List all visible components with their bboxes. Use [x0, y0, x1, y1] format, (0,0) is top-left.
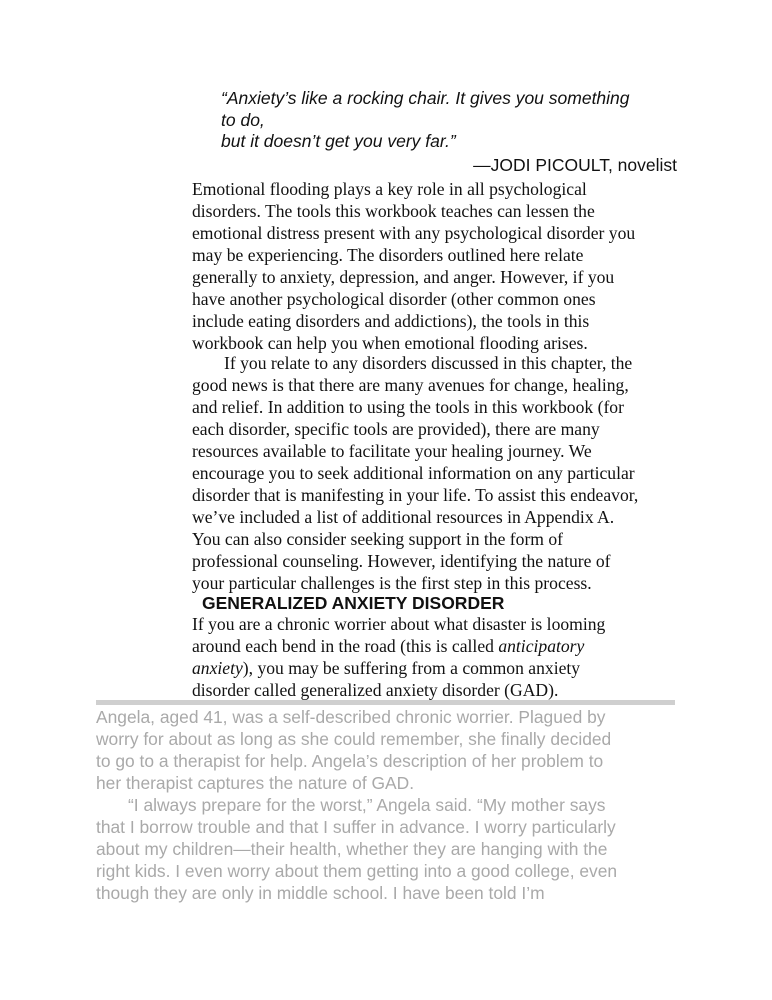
- text-line: resources available to facilitate your healing journey. We: [192, 441, 592, 461]
- text-line: Angela, aged 41, was a self-described chronic worrier. Plagued by: [96, 707, 606, 727]
- italic-term: anticipatory: [498, 636, 585, 656]
- text-line: good news is that there are many avenues for change, healing,: [192, 375, 629, 395]
- text-line: emotional distress present with any psychological disorder you: [192, 223, 636, 243]
- quote-attribution: —JODI PICOULT, novelist: [473, 155, 677, 175]
- text-line: disorder that is manifesting in your life. To assist this endeavor,: [192, 485, 639, 505]
- quote-line: to do,: [221, 109, 265, 130]
- text-line: encourage you to seek additional information on any particular: [192, 463, 635, 483]
- italic-term: anxiety: [192, 658, 243, 678]
- text-line: worry for about as long as she could remember, she finally decided: [96, 729, 612, 749]
- text-line: disorder called generalized anxiety disorder (GAD).: [192, 680, 559, 700]
- epigraph-quote: [221, 88, 691, 153]
- text-line: have another psychological disorder (other common ones: [192, 289, 596, 309]
- intro-paragraph-2: [192, 352, 692, 594]
- text-line: [192, 657, 692, 679]
- text-line: each disorder, specific tools are provided), there are many: [192, 419, 600, 439]
- quote-line: but it doesn’t get you very far.”: [221, 131, 456, 151]
- text-line: [192, 635, 692, 657]
- intro-paragraph-1: [192, 178, 692, 354]
- gad-paragraph: [192, 613, 692, 701]
- text-line: You can also consider seeking support in the form of: [192, 529, 564, 549]
- quote-line: “Anxiety’s like a rocking chair. It gives you something: [221, 88, 630, 108]
- text-segment: ), you may be suffering from a common anxiety: [242, 658, 581, 678]
- text-line: may be experiencing. The disorders outlined here relate: [192, 245, 584, 265]
- section-heading: GENERALIZED ANXIETY DISORDER: [202, 593, 505, 613]
- case-study-paragraph-1: [96, 706, 674, 794]
- text-segment: around each bend in the road (this is called: [192, 636, 499, 656]
- text-line: Emotional flooding plays a key role in all psychological: [192, 179, 587, 199]
- case-study-paragraph-2: [96, 794, 674, 904]
- text-line: her therapist captures the nature of GAD.: [96, 773, 415, 793]
- text-line: disorders. The tools this workbook teaches can lessen the: [192, 201, 595, 221]
- text-line: include eating disorders and addictions), the tools in this: [192, 311, 590, 331]
- text-line: generally to anxiety, depression, and anger. However, if you: [192, 267, 615, 287]
- text-line: your particular challenges is the first step in this process.: [192, 573, 592, 593]
- text-line: to go to a therapist for help. Angela’s description of her problem to: [96, 751, 604, 771]
- text-line: about my children—their health, whether they are hanging with the: [96, 839, 608, 859]
- text-line: professional counseling. However, identifying the nature of: [192, 551, 611, 571]
- text-line: that I borrow trouble and that I suffer in advance. I worry particularly: [96, 817, 616, 837]
- text-line: If you are a chronic worrier about what disaster is looming: [192, 614, 606, 634]
- text-line: workbook can help you when emotional flooding arises.: [192, 333, 588, 353]
- text-line: though they are only in middle school. I have been told I’m: [96, 883, 545, 903]
- text-line: and relief. In addition to using the tools in this workbook (for: [192, 397, 624, 417]
- text-line: “I always prepare for the worst,” Angela said. “My mother says: [128, 795, 606, 815]
- text-line: we’ve included a list of additional resources in Appendix A.: [192, 507, 615, 527]
- section-divider: [96, 700, 675, 705]
- text-line: If you relate to any disorders discussed in this chapter, the: [224, 353, 633, 373]
- text-line: right kids. I even worry about them getting into a good college, even: [96, 861, 618, 881]
